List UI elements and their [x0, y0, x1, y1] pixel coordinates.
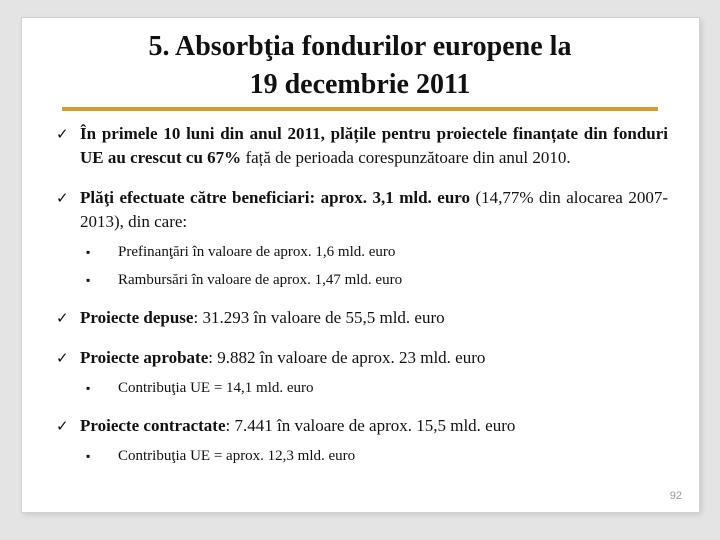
bullet-text: : 9.882 în valoare de aprox. 23 mld. euro [208, 348, 486, 367]
sub-bullet-item [80, 270, 668, 290]
checkmark-icon: ✓ [56, 349, 69, 367]
square-bullet-icon: ▪ [86, 381, 91, 395]
bullet-bold-text: Proiecte aprobate [80, 348, 209, 367]
slide-title [40, 28, 680, 104]
checkmark-icon: ✓ [56, 125, 69, 143]
bullet-bold-text: Proiecte depuse [80, 308, 194, 327]
sub-bullet-text: Contribuţia UE = 14,1 mld. euro [118, 380, 314, 396]
bullet-bold-text: Plăţi efectuate către beneficiari: aprox. 3,1 mld. euro [80, 188, 471, 207]
sub-bullet-list [80, 446, 668, 466]
bullet-item [56, 414, 668, 466]
bullet-bold-text: În primele 10 luni din anul 2011, plățile pentru proiectele finanțate din fonduri UE au crescut cu 67% [80, 124, 668, 167]
square-bullet-icon: ▪ [86, 245, 91, 259]
bullet-text: : 31.293 în valoare de 55,5 mld. euro [193, 308, 445, 327]
checkmark-icon: ✓ [56, 309, 69, 327]
page-number: 92 [669, 490, 682, 502]
sub-bullet-item [80, 378, 668, 398]
bullet-list [56, 122, 668, 482]
bullet-text: (14,77% din alocarea 2007-2013), din care: [80, 188, 668, 231]
sub-bullet-list [80, 378, 668, 398]
bullet-item [56, 186, 668, 290]
sub-bullet-text: Prefinanţări în valoare de aprox. 1,6 mld. euro [118, 244, 396, 260]
bullet-item [56, 122, 668, 170]
checkmark-icon: ✓ [56, 417, 69, 435]
sub-bullet-text: Rambursări în valoare de aprox. 1,47 mld. euro [118, 272, 403, 288]
sub-bullet-list [80, 242, 668, 290]
checkmark-icon: ✓ [56, 189, 69, 207]
sub-bullet-item [80, 446, 668, 466]
bullet-text: față de perioada corespunzătoare din anul 2010. [241, 148, 571, 167]
bullet-item [56, 346, 668, 398]
bullet-text: : 7.441 în valoare de aprox. 15,5 mld. euro [225, 416, 516, 435]
sub-bullet-text: Contribuţia UE = aprox. 12,3 mld. euro [118, 448, 356, 464]
title-line-1: 5. Absorbţia fondurilor europene la [148, 31, 572, 62]
square-bullet-icon: ▪ [86, 273, 91, 287]
bullet-item [56, 306, 668, 330]
bullet-bold-text: Proiecte contractate [80, 416, 226, 435]
sub-bullet-item [80, 242, 668, 262]
title-line-2: 19 decembrie 2011 [249, 69, 471, 100]
title-underline [62, 107, 658, 111]
square-bullet-icon: ▪ [86, 449, 91, 463]
